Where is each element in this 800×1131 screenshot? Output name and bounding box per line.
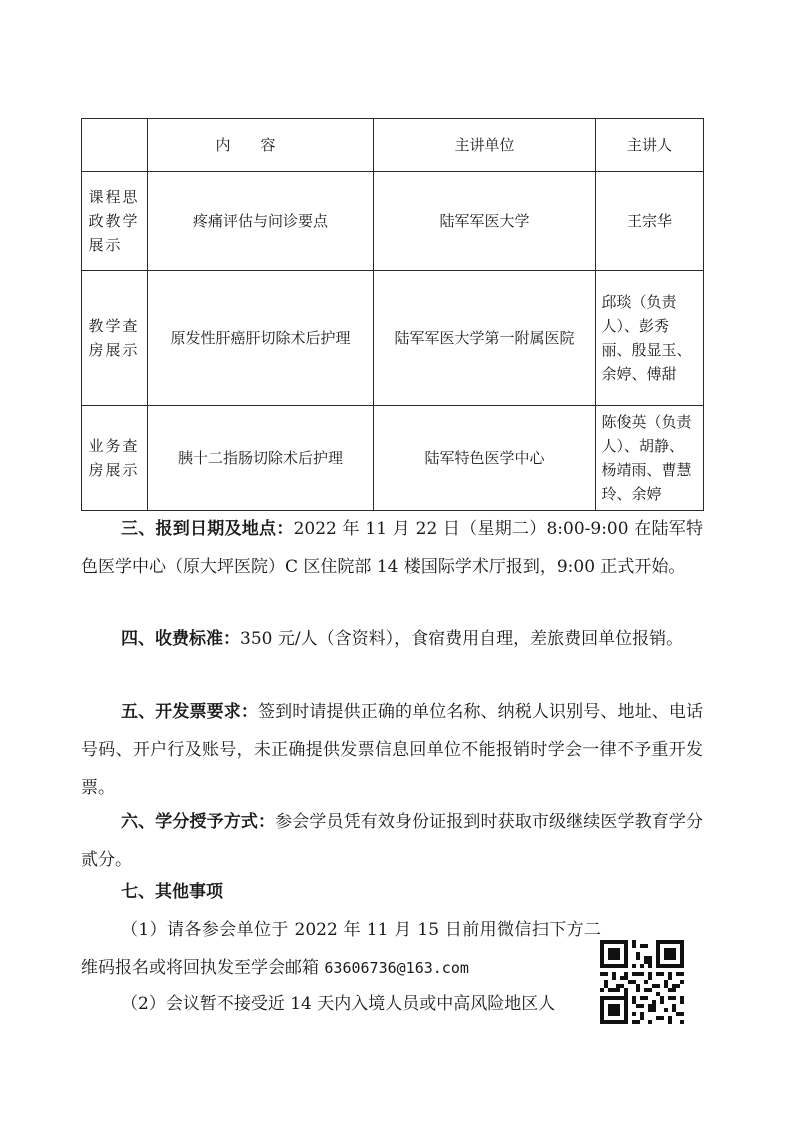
email-address: 63606736@163.com <box>324 959 469 977</box>
qr-code-icon[interactable] <box>600 940 684 1024</box>
registration-heading: 三、报到日期及地点： <box>121 519 294 539</box>
fee-heading: 四、收费标准： <box>121 629 240 649</box>
table-row <box>82 271 704 406</box>
registration-text: 2022 年 11 月 22 日（星期二）8:00-9:00 在陆军特色医学中心（原大坪医院）C 区住院部 14 楼国际学术厅报到，9:00 正式开始。 <box>81 519 704 577</box>
schedule-table <box>81 118 704 511</box>
other-heading: 七、其他事项 <box>121 882 223 902</box>
table-row <box>82 406 704 511</box>
header-unit: 主讲单位 <box>374 119 596 172</box>
row-content: 原发性肝癌肝切除术后护理 <box>148 271 374 406</box>
credit-text: 参会学员凭有效身份证报到时获取市级继续医学教育学分贰分。 <box>81 812 704 870</box>
invoice-paragraph <box>81 693 703 807</box>
table-row <box>82 172 704 271</box>
row-content: 疼痛评估与问诊要点 <box>148 172 374 271</box>
credit-heading: 六、学分授予方式： <box>121 812 276 832</box>
row-speaker: 邱琰（负责人）、彭秀丽、殷显玉、余婷、傅甜 <box>596 271 704 406</box>
invoice-text: 签到时请提供正确的单位名称、纳税人识别号、地址、电话号码、开户行及账号，未正确提供发票信息回单位不能报销时学会一律不予重开发票。 <box>81 702 704 798</box>
other-item1 <box>81 911 601 987</box>
invoice-heading: 五、开发票要求： <box>121 702 258 722</box>
row-category: 课程思政教学展示 <box>82 172 148 271</box>
row-category: 业务查房展示 <box>82 406 148 511</box>
other-heading-paragraph <box>81 873 703 911</box>
other-item1-text: （1）请各参会单位于 2022 年 11 月 15 日前用微信扫下方二维码报名或将回执发至学会邮箱 <box>81 920 601 978</box>
other-item2 <box>81 985 601 1023</box>
row-content: 胰十二指肠切除术后护理 <box>148 406 374 511</box>
row-unit: 陆军军医大学 <box>374 172 596 271</box>
row-speaker: 王宗华 <box>596 172 704 271</box>
credit-paragraph <box>81 803 703 879</box>
header-category-cell <box>82 119 148 172</box>
row-unit: 陆军特色医学中心 <box>374 406 596 511</box>
row-speaker: 陈俊英（负责人）、胡静、杨靖雨、曹慧玲、余婷 <box>596 406 704 511</box>
table-header-row <box>82 119 704 172</box>
row-unit: 陆军军医大学第一附属医院 <box>374 271 596 406</box>
header-content: 内容 <box>148 119 374 172</box>
fee-paragraph <box>81 620 703 658</box>
fee-text: 350 元/人（含资料），食宿费用自理，差旅费回单位报销。 <box>240 629 684 649</box>
header-speaker: 主讲人 <box>596 119 704 172</box>
registration-paragraph <box>81 510 703 586</box>
other-item2-text: （2）会议暂不接受近 14 天内入境人员或中高风险地区人 <box>121 994 556 1014</box>
row-category: 教学查房展示 <box>82 271 148 406</box>
